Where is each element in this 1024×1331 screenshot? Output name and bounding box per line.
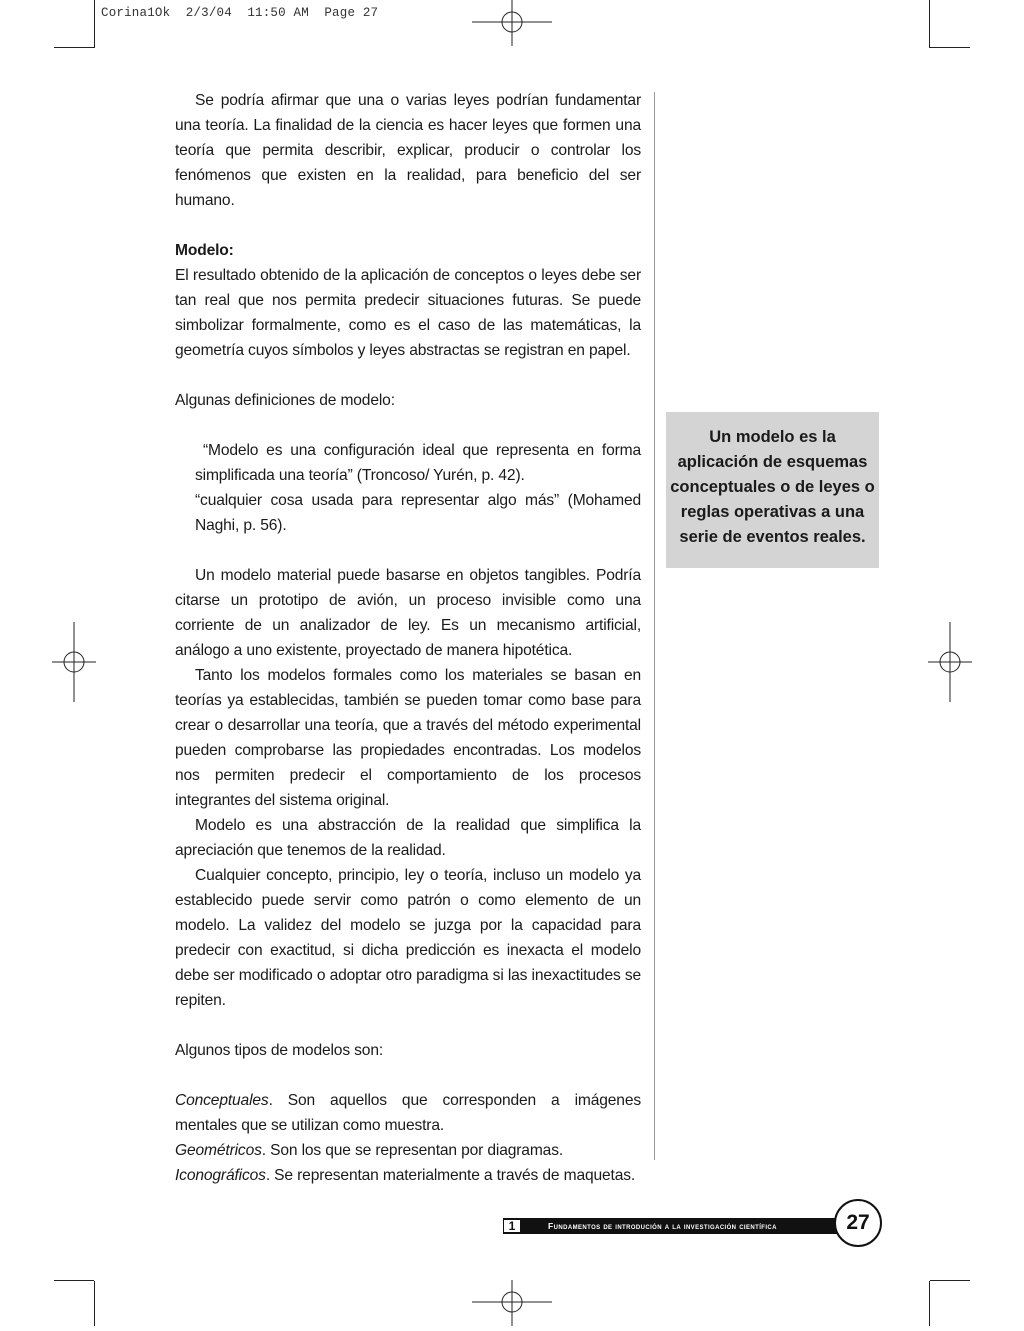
model-type-desc: . Son los que se representan por diagramas. xyxy=(261,1142,564,1159)
section-heading: Modelo: xyxy=(175,242,234,259)
main-text-column xyxy=(175,88,641,1188)
paragraph: El resultado obtenido de la aplicación de conceptos o leyes debe ser tan real que nos permita predecir situaciones futuras. Se puede simbolizar formalmente, como es el caso de las matemáticas, la geometría cuyos símbolos y leyes abstractas se registran en papel. xyxy=(175,267,641,359)
quotes-block xyxy=(175,438,641,538)
model-type-term: Geométricos xyxy=(175,1142,262,1159)
page-number: 27 xyxy=(834,1199,882,1247)
model-type-item xyxy=(175,1088,641,1138)
model-type-item xyxy=(175,1138,641,1163)
crop-mark xyxy=(930,47,970,48)
crop-mark xyxy=(94,1281,95,1326)
model-type-term: Iconográficos xyxy=(175,1167,266,1184)
model-type-desc: . Se representan materialmente a través de maquetas. xyxy=(265,1167,636,1184)
registration-mark-right xyxy=(928,622,972,702)
model-type-desc: . Son aquellos que corresponden a imágenes mentales que se utilizan como muestra. xyxy=(175,1092,641,1134)
crop-mark xyxy=(930,1280,970,1281)
sidebar-callout xyxy=(666,412,879,568)
print-slug: Corina1Ok 2/3/04 11:50 AM Page 27 xyxy=(101,6,379,20)
crop-mark xyxy=(929,0,930,48)
column-divider xyxy=(654,92,655,1160)
crop-mark xyxy=(929,1281,930,1326)
registration-mark-left xyxy=(52,622,96,702)
chapter-number: 1 xyxy=(503,1219,521,1233)
crop-mark xyxy=(94,0,95,48)
paragraph: Tanto los modelos formales como los materiales se basan en teorías ya establecidas, también se pueden tomar como base para crear o desarrollar una teoría, que a través del método experimental pueden comprobarse las propiedades encontradas. Los modelos nos permiten predecir el comportamiento de los procesos integrantes del sistema original. xyxy=(175,667,641,809)
paragraph: Algunas definiciones de modelo: xyxy=(175,392,395,409)
footer-title: Fundamentos de introdución a la investigación científica xyxy=(548,1221,777,1231)
paragraph: Modelo es una abstracción de la realidad que simplifica la apreciación que tenemos de la realidad. xyxy=(175,817,641,859)
model-type-term: Conceptuales xyxy=(175,1092,269,1109)
paragraph: Cualquier concepto, principio, ley o teoría, incluso un modelo ya establecido puede servir como patrón o como elemento de un modelo. La validez del modelo se juzga por la capacidad para predecir con exactitud, si dicha predicción es inexacta el modelo debe ser modificado o adoptar otro paradigma si las inexactitudes se repiten. xyxy=(175,867,641,1009)
paragraph: Se podría afirmar que una o varias leyes podrían fundamentar una teoría. La finalidad de la ciencia es hacer leyes que formen una teoría que permita describir, explicar, producir o controlar los fenómenos que existen en la realidad, para beneficio del ser humano. xyxy=(175,92,641,209)
registration-mark-bottom xyxy=(472,1280,552,1326)
quote: “Modelo es una configuración ideal que representa en forma simplificada una teoría” (Troncoso/ Yurén, p. 42). xyxy=(195,442,641,484)
crop-mark xyxy=(54,1280,94,1281)
paragraph: Un modelo material puede basarse en objetos tangibles. Podría citarse un prototipo de avión, un proceso invisible como una corriente de un analizador de ley. Es un mecanismo artificial, análogo a uno existente, proyectado de manera hipotética. xyxy=(175,567,641,659)
quote: “cualquier cosa usada para representar algo más” (Mohamed Naghi, p. 56). xyxy=(195,492,641,534)
crop-mark xyxy=(54,47,94,48)
registration-mark-top xyxy=(472,0,552,46)
paragraph: Algunos tipos de modelos son: xyxy=(175,1042,384,1059)
sidebar-callout-text: Un modelo es la aplicación de esquemas conceptuales o de leyes o reglas operativas a una serie de eventos reales. xyxy=(670,428,875,546)
model-type-item xyxy=(175,1163,641,1188)
